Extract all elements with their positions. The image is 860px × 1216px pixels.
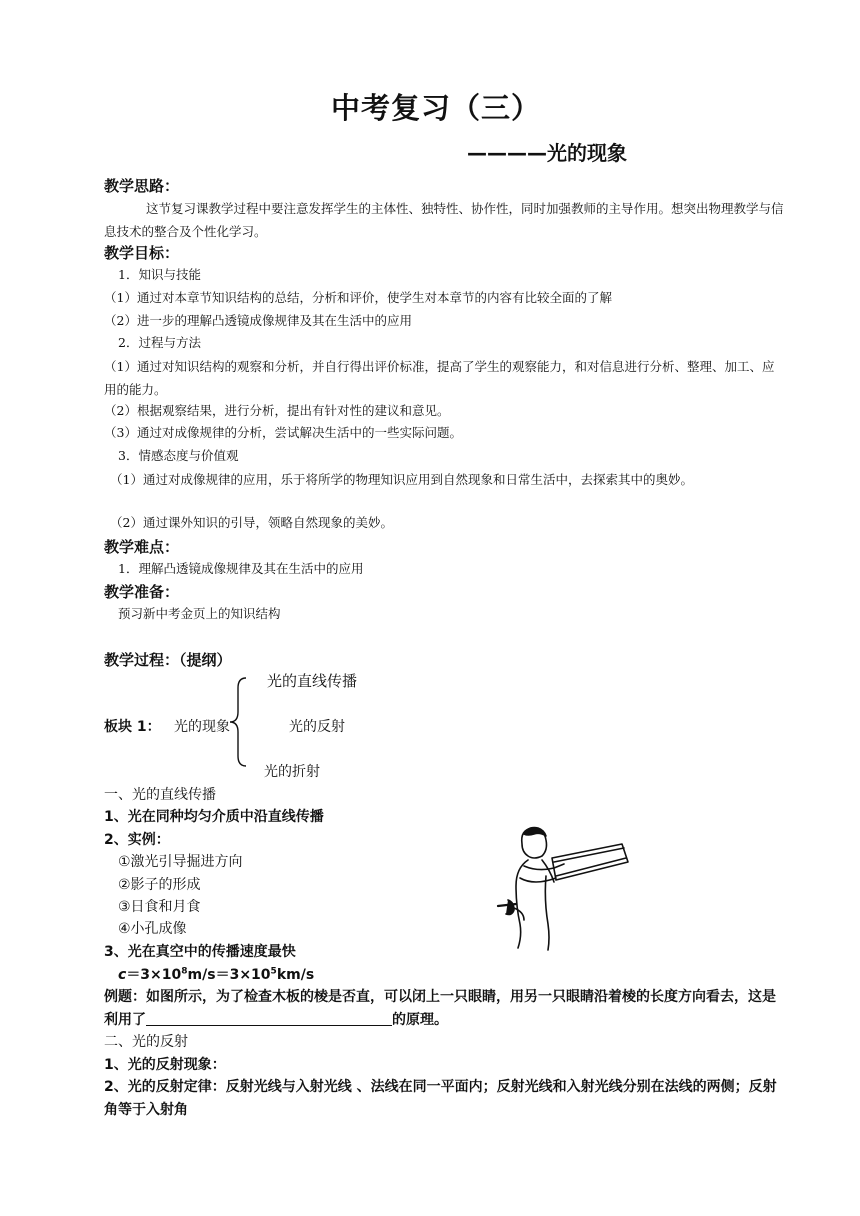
- goals-heading: 教学目标：: [104, 244, 180, 262]
- example-item-2: ②影子的形成: [118, 877, 201, 893]
- goal-2-item-3: （3）通过对成像规律的分析，尝试解决生活中的一些实际问题。: [104, 425, 462, 440]
- branch-refraction: 光的折射: [264, 764, 320, 780]
- goal-2-item-1: （1）通过对知识结构的观察和分析，并自行得出评价标准，提高了学生的观察能力，和对信息进行分析、整理、加工、应用的能力。: [104, 359, 775, 397]
- speed-symbol: c: [118, 967, 127, 983]
- approach-text: 这节复习课教学过程中要注意发挥学生的主体性、独特性、协作性，同时加强教师的主导作用。想突出物理教学与信息技术的整合及个性化学习。: [104, 201, 784, 239]
- goal-3-title: 3．情感态度与价值观: [118, 448, 239, 463]
- person-sighting-board-illustration: [494, 820, 634, 952]
- goal-1-item-2: （2）进一步的理解凸透镜成像规律及其在生活中的应用: [104, 313, 412, 328]
- goal-2-item-2: （2）根据观察结果，进行分析，提出有针对性的建议和意见。: [104, 403, 450, 418]
- example-question: [104, 986, 784, 1032]
- part1-line-1: 1、光在同种均匀介质中沿直线传播: [104, 809, 324, 825]
- part1-line-3: 3、光在真空中的传播速度最快: [104, 944, 296, 960]
- part1-line-2: 2、实例：: [104, 832, 170, 848]
- example-question-end: 的原理。: [392, 1012, 448, 1028]
- example-question-text: 例题：如图所示，为了检查木板的棱是否直，可以闭上一只眼睛，用另一只眼睛沿着棱的长度方向看去，这是利用了: [104, 989, 776, 1028]
- preparation-heading: 教学准备：: [104, 583, 180, 601]
- block-label: 板块 1：: [104, 719, 161, 735]
- preparation-item: 预习新中考金页上的知识结构: [118, 606, 281, 621]
- speed-unit-1: m/s＝3×10: [187, 967, 271, 983]
- speed-eq-1: ＝3×10: [126, 967, 182, 983]
- branch-rectilinear: 光的直线传播: [267, 672, 358, 690]
- goal-1-item-1: （1）通过对本章节知识结构的总结，分析和评价，使学生对本章节的内容有比较全面的了解: [104, 290, 612, 305]
- part2-line-1: 1、光的反射现象：: [104, 1057, 226, 1073]
- example-item-1: ①激光引导掘进方向: [118, 854, 243, 870]
- part1-heading: 一、光的直线传播: [104, 787, 216, 803]
- difficulty-heading: 教学难点：: [104, 538, 180, 556]
- speed-unit-2: km/s: [276, 967, 315, 983]
- speed-formula: [118, 964, 314, 984]
- goal-3-item-1: （1）通过对成像规律的应用，乐于将所学的物理知识应用到自然现象和日常生活中，去探索其中的奥妙。: [110, 472, 693, 487]
- goal-1-title: 1．知识与技能: [118, 267, 201, 282]
- goal-2-title: 2．过程与方法: [118, 335, 201, 350]
- part2-line-2: 2、光的反射定律：反射光线与入射光线 、法线在同一平面内；反射光线和入射光线分别在法线的两侧；反射角等于入射角: [104, 1079, 777, 1118]
- goal-3-item-2: （2）通过课外知识的引导，领略自然现象的美妙。: [110, 515, 393, 530]
- speed-exp-1: 8: [181, 966, 188, 977]
- example-item-3: ③日食和月食: [118, 899, 201, 915]
- difficulty-item: 1．理解凸透镜成像规律及其在生活中的应用: [118, 561, 364, 576]
- page-subtitle: ————光的现象: [467, 141, 627, 165]
- speed-exp-2: 5: [270, 966, 277, 977]
- example-item-4: ④小孔成像: [118, 921, 187, 937]
- block-topic: 光的现象: [174, 719, 230, 735]
- answer-blank[interactable]: [146, 1011, 392, 1026]
- approach-heading: 教学思路：: [104, 177, 180, 195]
- process-heading: 教学过程：（提纲）: [104, 651, 232, 669]
- part2-heading: 二、光的反射: [104, 1034, 188, 1050]
- curly-brace: [226, 676, 250, 768]
- page-title: 中考复习（三）: [331, 91, 542, 125]
- branch-reflection: 光的反射: [289, 719, 345, 735]
